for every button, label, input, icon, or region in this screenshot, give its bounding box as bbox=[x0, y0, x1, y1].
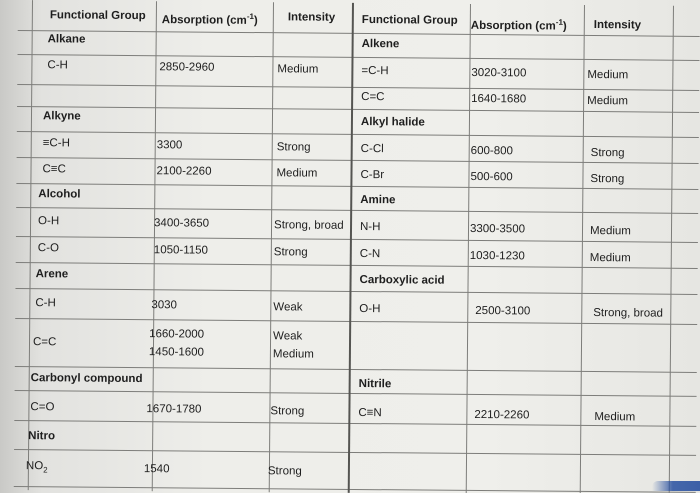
alkene-cc-group: C=C bbox=[361, 90, 385, 104]
alkene-cc-absorption: 1640-1680 bbox=[471, 92, 527, 106]
alkyne-ch-group: ≡C-H bbox=[42, 137, 70, 150]
alkyne-cc-absorption: 2100-2260 bbox=[156, 165, 212, 178]
corner-overlay bbox=[652, 481, 700, 491]
grid-line bbox=[18, 54, 700, 61]
grid-line bbox=[17, 84, 699, 91]
grid-line bbox=[28, 0, 33, 490]
grid-line bbox=[14, 486, 696, 493]
halide-cbr-absorption: 500-600 bbox=[470, 170, 513, 184]
header-intensity-right: Intensity bbox=[593, 19, 642, 32]
nitro-intensity: Strong bbox=[267, 465, 302, 478]
alcohol-oh-group: O-H bbox=[38, 215, 60, 228]
arene-cc-group: C=C bbox=[32, 336, 57, 349]
header-functional-group-right: Functional Group bbox=[361, 14, 458, 27]
grid-line bbox=[669, 6, 674, 493]
grid-line bbox=[15, 390, 697, 397]
alcohol-oh-intensity: Strong, broad bbox=[273, 219, 344, 232]
alcohol-co-intensity: Strong bbox=[273, 246, 308, 259]
header-absorption-left: Absorption $(cm^{-1})$ bbox=[161, 11, 258, 27]
halide-ccl-absorption: 600-800 bbox=[470, 144, 513, 158]
nitrile-absorption: 2210-2260 bbox=[474, 408, 530, 422]
amine-nh-absorption: 3300-3500 bbox=[469, 222, 526, 236]
acid-oh-group: O-H bbox=[359, 302, 381, 316]
grid-line-divider bbox=[348, 3, 354, 493]
section-arene: Arene bbox=[35, 268, 69, 281]
arene-cc-intensity: Weak Medium bbox=[272, 330, 314, 361]
nitrile-group: C≡N bbox=[358, 406, 382, 420]
amine-cn-group: C-N bbox=[359, 247, 381, 261]
amine-cn-intensity: Medium bbox=[589, 251, 631, 265]
header-intensity-left: Intensity bbox=[287, 11, 336, 24]
section-alkyl-halide: Alkyl halide bbox=[360, 115, 425, 129]
alkyne-ch-intensity: Strong bbox=[276, 141, 311, 154]
alkyne-cc-intensity: Medium bbox=[276, 167, 318, 180]
acid-oh-absorption: 2500-3100 bbox=[475, 305, 531, 318]
section-alkyne: Alkyne bbox=[42, 110, 81, 123]
arene-ch-group: C-H bbox=[35, 297, 56, 310]
arene-ch-absorption: 3030 bbox=[151, 299, 177, 312]
alcohol-co-absorption: 1050-1150 bbox=[153, 244, 209, 257]
carbonyl-co-absorption: 1670-1780 bbox=[146, 403, 202, 416]
grid-line bbox=[14, 449, 696, 456]
section-carboxylic-acid: Carboxylic acid bbox=[359, 273, 445, 287]
amine-cn-absorption: 1030-1230 bbox=[469, 249, 525, 263]
alkene-ch-absorption: 3020-3100 bbox=[471, 66, 527, 80]
arene-ch-intensity: Weak bbox=[273, 301, 303, 314]
halide-cbr-intensity: Strong bbox=[590, 173, 625, 186]
halide-ccl-group: C-Cl bbox=[360, 142, 384, 156]
arene-cc-absorption: 1660-2000 1450-1600 bbox=[148, 328, 205, 359]
alkene-ch-group: =C-H bbox=[361, 64, 389, 78]
alkene-ch-intensity: Medium bbox=[587, 68, 629, 82]
amine-nh-group: N-H bbox=[359, 220, 381, 234]
amine-nh-intensity: Medium bbox=[589, 225, 631, 238]
section-amine: Amine bbox=[360, 193, 396, 207]
section-nitrile: Nitrile bbox=[358, 377, 392, 391]
alkane-ch-absorption: 2850-2960 bbox=[159, 61, 215, 74]
header-absorption-right: Absorption $(cm^{-1})$ bbox=[470, 17, 567, 33]
grid-line bbox=[15, 288, 697, 295]
alcohol-oh-absorption: 3400-3650 bbox=[154, 217, 210, 230]
halide-cbr-group: C-Br bbox=[360, 168, 385, 182]
section-carbonyl-compound: Carbonyl compound bbox=[30, 372, 143, 386]
alkyne-ch-absorption: 3300 bbox=[156, 139, 183, 152]
ir-absorption-table bbox=[14, 0, 700, 493]
carbonyl-co-group: C=O bbox=[30, 401, 55, 414]
grid-line bbox=[17, 131, 699, 138]
grid-line bbox=[580, 5, 585, 493]
nitrile-intensity: Medium bbox=[594, 411, 636, 424]
section-alkene: Alkene bbox=[361, 38, 400, 51]
carbonyl-co-intensity: Strong bbox=[270, 405, 305, 418]
alkane-ch-intensity: Medium bbox=[277, 63, 319, 76]
section-alkane: Alkane bbox=[47, 33, 86, 46]
grid-line bbox=[16, 207, 698, 214]
nitro-group: $NO_2$ bbox=[25, 460, 48, 475]
halide-ccl-intensity: Strong bbox=[590, 147, 625, 160]
header-functional-group-left: Functional Group bbox=[49, 9, 146, 23]
acid-oh-intensity: Strong, broad bbox=[593, 307, 664, 320]
alkyne-cc-group: C≡C bbox=[42, 163, 66, 176]
alcohol-co-group: C-O bbox=[37, 242, 59, 255]
section-alcohol: Alcohol bbox=[38, 188, 81, 201]
section-nitro: Nitro bbox=[28, 430, 56, 443]
alkene-cc-intensity: Medium bbox=[587, 94, 629, 108]
alkane-ch-group: C-H bbox=[47, 59, 68, 72]
nitro-absorption: 1540 bbox=[143, 463, 170, 476]
